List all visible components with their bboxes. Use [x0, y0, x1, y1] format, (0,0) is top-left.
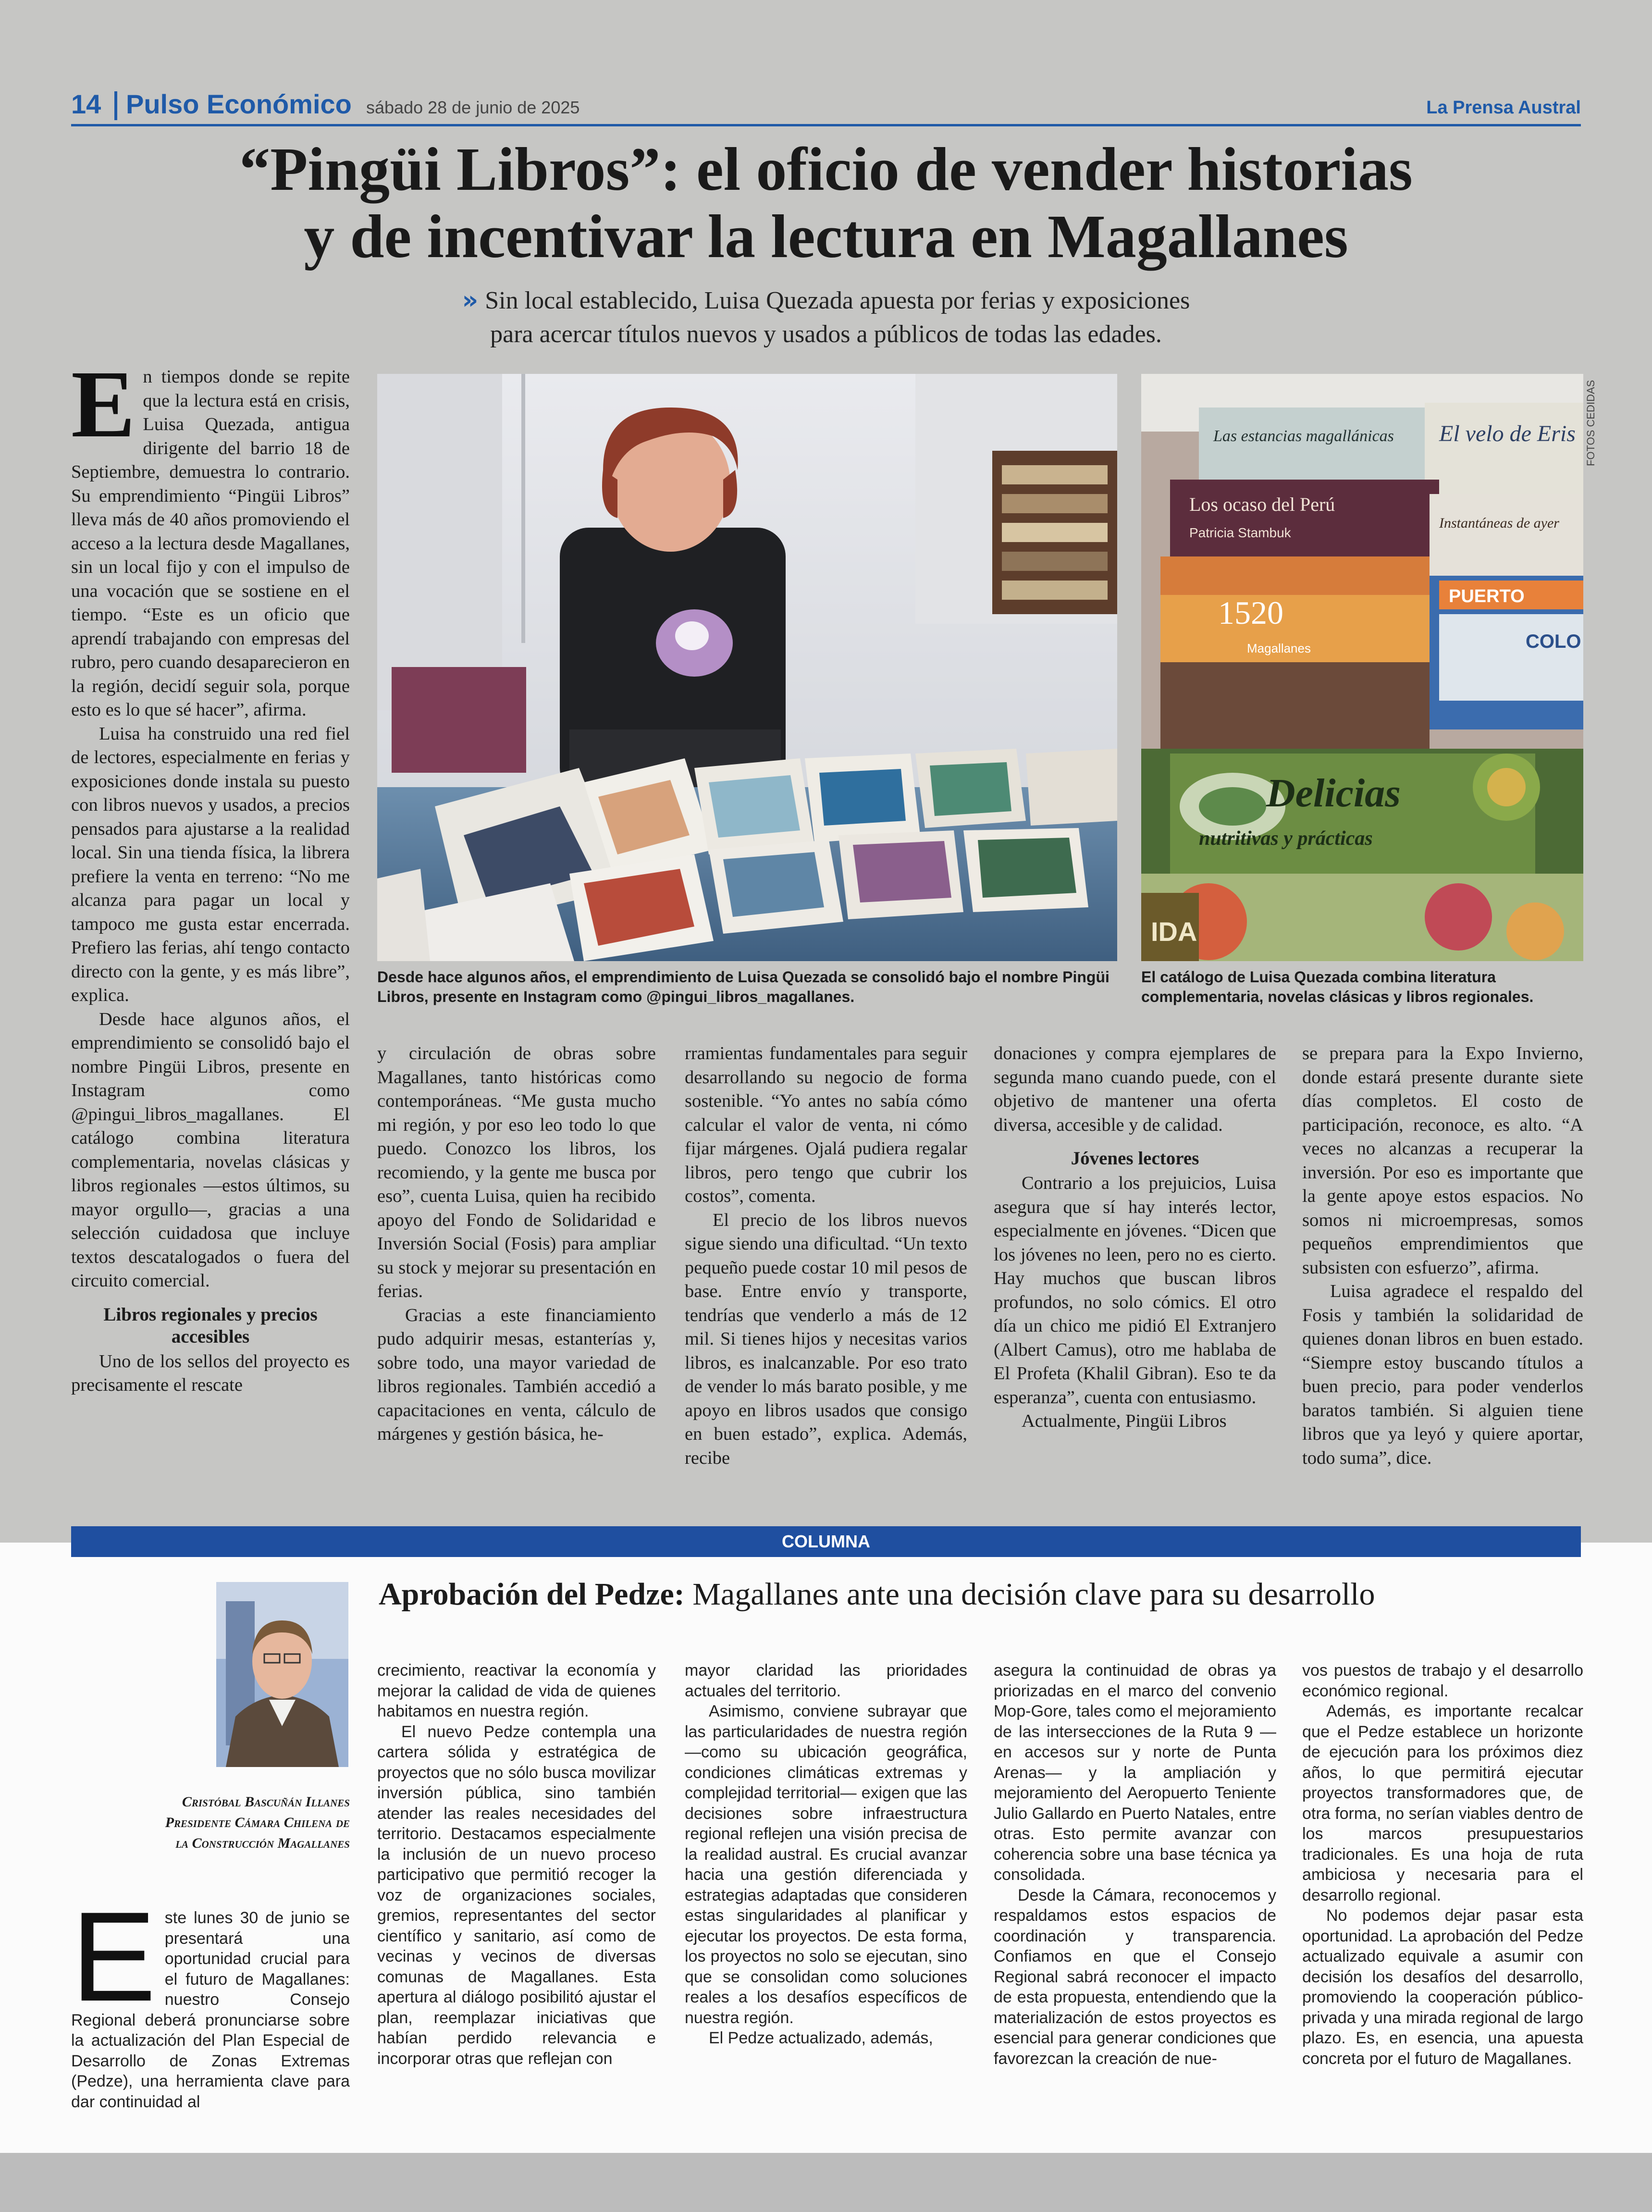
book-title: El velo de Eris	[1439, 421, 1576, 446]
paragraph: donaciones y compra ejemplares de segunda mano cuando puede, con el objetivo de mantener una oferta diversa, accesible y de calidad.	[994, 1043, 1276, 1135]
opinion-column-3	[685, 1660, 967, 2049]
photo-book-catalog	[1141, 374, 1583, 961]
opinion-title-rest: Magallanes ante una decisión clave para su desarrollo	[684, 1577, 1375, 1612]
paragraph: asegura la continuidad de obras ya priorizadas en el marco del convenio Mop-Gore, tales como el mejoramiento de las intersecciones de la Ruta 9 —en accesos sur y norte de Punta Arenas— y la ampliación y mejoramiento del Aeropuerto Teniente Julio Gallardo en Puerto Natales, entre otras. Esto permite avanzar con coherencia sobre una base técnica ya consolidada.	[994, 1661, 1276, 1884]
photo-caption-right: El catálogo de Luisa Quezada combina literatura complementaria, novelas clásicas y libros regionales.	[1141, 968, 1534, 1005]
article-column-3	[685, 1042, 967, 1470]
article-column-5	[1302, 1042, 1583, 1470]
book-subtitle: Magallanes	[1247, 641, 1311, 655]
subhead-line-2: para acercar títulos nuevos y usados a públicos de todas las edades.	[490, 321, 1162, 348]
paragraph: Además, es importante recalcar que el Pedze establece un horizonte de ejecución para los próximos diez años, lo que permitirá ejecutar proyectos transformadores que, de otra forma, no serían viables dentro de los marcos presupuestarios tradicionales. Es una hoja de ruta ambiciosa y necesaria para el desarrollo regional.	[1302, 1702, 1583, 1904]
book-title: IDA	[1151, 916, 1197, 947]
paragraph: El Pedze actualizado, además,	[709, 2029, 933, 2047]
paragraph: Contrario a los prejuicios, Luisa asegura que sí hay interés lector, especialmente en jóvenes. “Dicen que los jóvenes no leen, pero no es cierto. Hay muchos que buscan libros profundos, no solo cómics. El otro día un chico me pidió El Extranjero (Albert Camus), otro me hablaba de El Profeta (Khalil Gibran). Eso te da esperanza”, cuenta con entusiasmo.	[994, 1173, 1276, 1408]
paragraph: Luisa ha construido una red fiel de lectores, especialmente en ferias y exposiciones donde instala su puesto con libros nuevos y usados, a precios pensados para ajustarse a la realidad local. Sin una tienda física, la librera prefiere la venta en terreno: “No me alcanza para pagar un local y tampoco me gusta estar encerrada. Prefiero las ferias, ahí tengo contacto directo con la gente, y es más libre”, explica.	[71, 723, 350, 1005]
author-name: Cristóbal Bascuñán Illanes	[182, 1794, 350, 1810]
opinion-column-2	[377, 1660, 656, 2069]
author-photo	[216, 1582, 348, 1767]
book-title: 1520	[1218, 594, 1283, 631]
subhead-line-1: Sin local establecido, Luisa Quezada apuesta por ferias y exposiciones	[485, 287, 1190, 314]
book-title: COLO	[1526, 631, 1581, 652]
article-column-1	[71, 351, 350, 1397]
photo-credit: FOTOS CEDIDAS	[1585, 380, 1597, 466]
headline-line-1: “Pingüi Libros”: el oficio de vender historias	[239, 135, 1413, 203]
author-byline	[71, 1792, 350, 1854]
paragraph: mayor claridad las prioridades actuales del territorio.	[685, 1661, 967, 1700]
article-column-4	[994, 1042, 1276, 1433]
book-title: Las estancias magallánicas	[1213, 427, 1394, 445]
paragraph: No podemos dejar pasar esta oportunidad. La aprobación del Pedze actualizado equivale a asumir con decisión los desafíos del desarrollo, promoviendo la cooperación público-privada y una mirada regional de largo plazo. Es, en esencia, una apuesta concreta por el futuro de Magallanes.	[1302, 1906, 1583, 2068]
book-title: Instantáneas de ayer	[1439, 515, 1559, 531]
opinion-title-bold: Aprobación del Pedze:	[379, 1577, 685, 1612]
paragraph: Gracias a este financiamiento pudo adquirir mesas, estanterías y, sobre todo, una mayor variedad de libros regionales. También accedió a capacitaciones en venta, cálculo de márgenes y gestión básica, he-	[377, 1305, 656, 1444]
photo-luisa-quezada-image	[377, 374, 1117, 961]
paragraph: y circulación de obras sobre Magallanes, tanto históricas como contemporáneas. “Me gusta mucho mi región, y por eso leo todo lo que puedo. Conozco los libros, los recomiendo, y la gente me busca por eso”, cuenta Luisa, quien ha recibido apoyo del Fondo de Solidaridad e Inversión Social (Fosis) para ampliar su stock y mejorar su presentación en ferias.	[377, 1043, 656, 1301]
newspaper-name: La Prensa Austral	[1426, 98, 1581, 118]
opinion-column-4	[994, 1660, 1276, 2069]
page-number: 14	[71, 89, 101, 119]
chevron-right-icon: »	[462, 286, 479, 315]
paragraph: Desde la Cámara, reconocemos y respaldamos estos espacios de coordinación y transparencia. Confiamos en que el Consejo Regional sabrá reconocer el impacto de esta propuesta, entendiendo que la materialización de estos proyectos es esencial para generar condiciones que favorezcan la creación de nue-	[994, 1886, 1276, 2068]
book-title: Los ocaso del Perú	[1189, 494, 1335, 515]
paragraph: crecimiento, reactivar la economía y mejorar la calidad de vida de quienes habitamos en nuestra región.	[377, 1661, 656, 1720]
header-divider	[114, 91, 117, 120]
photo-book-catalog-image	[1141, 374, 1583, 961]
paragraph: n tiempos donde se repite que la lectura está en crisis, Luisa Quezada, antigua dirigente del barrio 18 de Septiembre, demuestra lo contrario. Su emprendimiento “Pingüi Libros” lleva más de 40 años promoviendo el acceso a la lectura desde Magallanes, sin un local fijo y con el impulso de una vocación que se sostiene en el tiempo. “Este es un oficio que aprendí trabajando con empresas del rubro, pero cuando desaparecieron en la región, decidí seguir sola, porque esto es lo que sé hacer”, afirma.	[71, 367, 350, 720]
paragraph: vos puestos de trabajo y el desarrollo económico regional.	[1302, 1661, 1583, 1700]
book-title: Delicias	[1266, 771, 1401, 816]
headline-line-2: y de incentivar la lectura en Magallanes	[304, 202, 1348, 271]
opinion-title	[379, 1575, 1375, 1614]
subtitle-young-readers: Jóvenes lectores	[1071, 1148, 1199, 1169]
article-subheadline	[269, 284, 1383, 351]
author-role-line-2: la Construcción Magallanes	[175, 1835, 350, 1851]
photo-luisa-quezada	[377, 374, 1117, 961]
paragraph: El precio de los libros nuevos sigue siendo una dificultad. “Un texto pequeño puede costar 10 mil pesos de base. Entre envío y transporte, tendrías que venderlo a más de 12 mil. Si tienes hijos y necesitas varios libros, es inalcanzable. Por eso trato de vender lo más barato posible, y me apoyo en libros usados que consigo en buen estado”, explica. Además, recibe	[685, 1210, 967, 1468]
opinion-column-5	[1302, 1660, 1583, 2069]
paragraph: Actualmente, Pingüi Libros	[1022, 1411, 1227, 1431]
article-headline	[96, 136, 1556, 270]
drop-cap: E	[71, 351, 136, 457]
header-rule	[71, 124, 1581, 126]
opinion-column-1	[71, 1886, 350, 2112]
issue-date: sábado 28 de junio de 2025	[366, 98, 580, 117]
photo-caption-left: Desde hace algunos años, el emprendimiento de Luisa Quezada se consolidó bajo el nombre Pingüi Libros, presente en Instagram como @pingui_libros_magallanes.	[377, 968, 1110, 1005]
article-column-2	[377, 1042, 656, 1446]
paragraph: se prepara para la Expo Invierno, donde estará presente durante siete días completos. El costo de participación, reconoce, es alto. “A veces no alcanzas a recuperar la inversión. Por eso es importante que la gente apoye estos espacios. No somos ni microempresas, somos pequeños emprendimientos que subsisten con esfuerzo”, afirma.	[1302, 1043, 1583, 1278]
paragraph: Desde hace algunos años, el emprendimiento se consolidó bajo el nombre Pingüi Libros, presente en Instagram como @pingui_libros_magallanes. El catálogo combina literatura complementaria, novelas clásicas y libros regionales —estos últimos, su mayor orgullo—, gracias a una selección cuidadosa que incluye textos descatalogados o fuera del circuito comercial.	[71, 1009, 350, 1291]
paragraph: El nuevo Pedze contempla una cartera sólida y estratégica de proyectos que no sólo busca movilizar inversión pública, sino también atender las reales necesidades del territorio. Destacamos especialmente la inclusión de un nuevo proceso participativo que permitió recoger la voz de organizaciones sociales, gremios, representantes del sector científico y sanitario, así como de vecinas y vecinos de diversas comunas de Magallanes. Esta apertura al diálogo posibilitó ajustar el plan, reemplazar iniciativas que habían perdido relevancia e incorporar otras que reflejan con	[377, 1722, 656, 2068]
book-author: Patricia Stambuk	[1189, 525, 1291, 540]
opinion-drop-cap: E	[71, 1886, 156, 2028]
book-subtitle: nutritivas y prácticas	[1199, 828, 1373, 850]
subtitle-regional-books: Libros regionales y precios accesibles	[103, 1304, 318, 1347]
section-name: Pulso Económico	[126, 89, 352, 119]
author-role-line-1: Presidente Cámara Chilena de	[165, 1815, 350, 1830]
paragraph: rramientas fundamentales para seguir desarrollando su negocio de forma sostenible. “Yo antes no sabía cómo calcular el valor de venta, ni cómo fijar márgenes. Ojalá pudiera regalar libros, pero tengo que cubrir los costos”, comenta.	[685, 1043, 967, 1206]
author-portrait	[216, 1582, 348, 1767]
column-label-bar: COLUMNA	[71, 1526, 1581, 1557]
paragraph: Asimismo, conviene subrayar que las particularidades de nuestra región —como su ubicación geográfica, condiciones climáticas extremas y complejidad territorial— exigen que las decisiones sobre infraestructura regional reflejen una visión precisa de la realidad austral. Es crucial avanzar hacia una gestión diferenciada y estrategias adaptadas que consideren estas singularidades al planificar y ejecutar los proyectos. De esta forma, los proyectos no solo se ejecutan, sino que se consolidan como soluciones reales a los desafíos específicos de nuestra región.	[685, 1702, 967, 2027]
book-title: PUERTO	[1449, 586, 1525, 606]
paragraph: Uno de los sellos del proyecto es precisamente el rescate	[71, 1351, 350, 1395]
page-bottom-margin	[0, 2153, 1652, 2212]
paragraph: Luisa agradece el respaldo del Fosis y también la solidaridad de quienes donan libros en buen estado. “Siempre estoy buscando títulos a buen precio, para poder venderlos baratos también. Si alguien tiene libros que ya leyó y quiere aportar, todo suma”, dice.	[1302, 1281, 1583, 1468]
paragraph: ste lunes 30 de junio se presentará una oportunidad crucial para el futuro de Magallanes: nuestro Consejo Regional deberá pronunciarse sobre la actualización del Plan Especial de Desarrollo de Zonas Extremas (Pedze), una herramienta clave para dar continuidad al	[71, 1909, 350, 2111]
